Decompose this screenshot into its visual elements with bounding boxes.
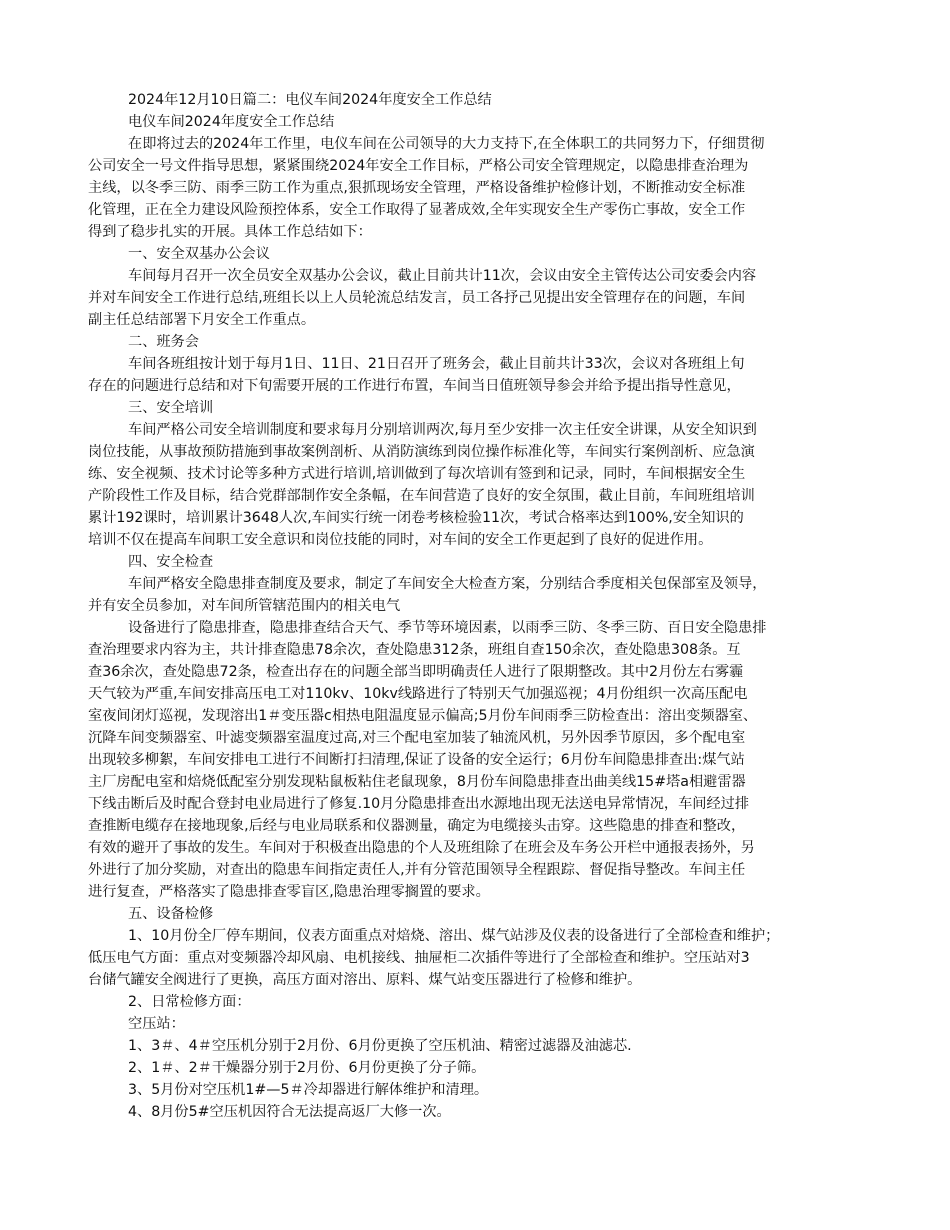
paragraph-line: 外进行了加分奖励，对查出的隐患车间指定责任人,并有分管范围领导全程跟踪、督促指导整改。车间主任: [88, 862, 746, 878]
paragraph-line: 空压站：: [128, 1016, 185, 1032]
paragraph-line: 副主任总结部署下月安全工作重点。: [88, 312, 316, 328]
paragraph-line: 沉降车间变频器室、叶滤变频器室温度过高,对三个配电室加装了轴流风机，另外因季节原因，多个配电室: [88, 730, 746, 746]
paragraph-line: 存在的问题进行总结和对下旬需要开展的工作进行布置，车间当日值班领导参会并给予提出指导性意见，: [88, 378, 741, 394]
section-heading: 二、班务会: [128, 334, 199, 350]
paragraph-line: 得到了稳步扎实的开展。具体工作总结如下：: [88, 224, 372, 240]
paragraph-line: 进行复查，严格落实了隐患排查零盲区,隐患治理零搁置的要求。: [88, 884, 490, 900]
paragraph-line: 在即将过去的2024年工作里，电仪车间在公司领导的大力支持下,在全体职工的共同努力下，仔细贯彻: [128, 136, 765, 152]
paragraph-line: 车间严格安全隐患排查制度及要求，制定了车间安全大检查方案，分别结合季度相关包保部室及领导，: [128, 576, 767, 592]
paragraph-line: 岗位技能，从事故预防措施到事故案例剖析、从消防演练到岗位操作标准化等，车间实行案例剖析、应急演: [88, 444, 755, 460]
paragraph-line: 产阶段性工作及目标，结合党群部制作安全条幅，在车间营造了良好的安全氛围，截止目前，车间班组培训: [88, 488, 755, 504]
section-heading: 五、设备检修: [128, 906, 214, 922]
paragraph-line: 下线击断后及时配合登封电业局进行了修复.10月分隐患排查出水源地出现无法送电异常情况，车间经过排: [88, 796, 750, 812]
paragraph-line: 设备进行了隐患排查，隐患排查结合天气、季节等环境因素，以雨季三防、冬季三防、百日安全隐患排: [128, 620, 767, 636]
paragraph-line: 台储气罐安全阀进行了更换，高压方面对溶出、原料、煤气站变压器进行了检修和维护。: [88, 972, 642, 988]
list-item: 3、5月份对空压机1#—5＃冷却器进行解体维护和清理。: [128, 1082, 489, 1098]
paragraph-line: 车间各班组按计划于每月1日、11日、21日召开了班务会，截止目前共计33次，会议对各班组上旬: [128, 356, 745, 372]
paragraph-line: 室夜间闭灯巡视，发现溶出1＃变压器c相热电阻温度显示偏高;5月份车间雨季三防检查出：溶出变频器室、: [88, 708, 758, 724]
list-item: 4、8月份5#空压机因符合无法提高返厂大修一次。: [128, 1104, 451, 1120]
paragraph-line: 查36余次，查处隐患72条，检查出存在的问题全部当即明确责任人进行了限期整改。其中2月份左右雾霾: [88, 664, 744, 680]
section-heading: 四、安全检查: [128, 554, 214, 570]
paragraph-line: 1、10月份全厂停车期间，仪表方面重点对焙烧、溶出、煤气站涉及仪表的设备进行了全部检查和维护；: [128, 928, 780, 944]
paragraph-line: 车间每月召开一次全员安全双基办公会议，截止目前共计11次，会议由安全主管传达公司安委会内容: [128, 268, 757, 284]
paragraph-line: 并有安全员参加，对车间所管辖范围内的相关电气: [88, 598, 401, 614]
doc-title: 电仪车间2024年度安全工作总结: [128, 114, 335, 130]
paragraph-line: 并对车间安全工作进行总结,班组长以上人员轮流总结发言，员工各抒己见提出安全管理存在的问题，车间: [88, 290, 746, 306]
doc-heading: 2024年12月10日篇二：电仪车间2024年度安全工作总结: [128, 92, 492, 108]
paragraph-line: 主线，以冬季三防、雨季三防工作为重点,狠抓现场安全管理，严格设备维护检修计划，不断推动安全标准: [88, 180, 746, 196]
paragraph-line: 查治理要求内容为主，共计排查隐患78余次，查处隐患312条，班组自查150余次，查处隐患308条。互: [88, 642, 741, 658]
paragraph-line: 主厂房配电室和焙烧低配室分别发现粘鼠板粘住老鼠现象，8月份车间隐患排查出曲美线15#塔a相避雷器: [88, 774, 746, 790]
paragraph-line: 低压电气方面：重点对变频器冷却风扇、电机接线、抽屉柜二次插件等进行了全部检查和维护。空压站对3: [88, 950, 750, 966]
paragraph-line: 有效的避开了事故的发生。车间对于积极查出隐患的个人及班组除了在班会及车务公开栏中通报表扬外，另: [88, 840, 755, 856]
paragraph-line: 查推断电缆存在接地现象,后经与电业局联系和仪器测量，确定为电缆接头击穿。这些隐患的排查和整改，: [88, 818, 746, 834]
paragraph-line: 出现较多柳絮，车间安排电工进行不间断打扫清理,保证了设备的安全运行；6月份车间隐患排查出:煤气站: [88, 752, 745, 768]
paragraph-line: 化管理，正在全力建设风险预控体系，安全工作取得了显著成效,全年实现安全生产零伤亡事故，安全工作: [88, 202, 746, 218]
list-item: 2、1＃、2＃干燥器分别于2月份、6月份更换了分子筛。: [128, 1060, 486, 1076]
section-heading: 一、安全双基办公会议: [128, 246, 270, 262]
paragraph-line: 练、安全视频、技术讨论等多种方式进行培训,培训做到了每次培训有签到和记录，同时，车间根据安全生: [88, 466, 746, 482]
paragraph-line: 公司安全一号文件指导思想，紧紧围绕2024年安全工作目标，严格公司安全管理规定，以隐患排查治理为: [88, 158, 749, 174]
section-heading: 三、安全培训: [128, 400, 214, 416]
paragraph-line: 车间严格公司安全培训制度和要求每月分别培训两次,每月至少安排一次主任安全讲课，从安全知识到: [128, 422, 757, 438]
paragraph-line: 天气较为严重,车间安排高压电工对110kv、10kv线路进行了特别天气加强巡视；4月份组织一次高压配电: [88, 686, 748, 702]
paragraph-line: 2、日常检修方面：: [128, 994, 251, 1010]
paragraph-line: 累计192课时，培训累计3648人次,车间实行统一闭卷考核检验11次，考试合格率达到100%,安全知识的: [88, 510, 744, 526]
paragraph-line: 培训不仅在提高车间职工安全意识和岗位技能的同时，对车间的安全工作更起到了良好的促进作用。: [88, 532, 713, 548]
list-item: 1、3＃、4＃空压机分别于2月份、6月份更换了空压机油、精密过滤器及油滤芯.: [128, 1038, 632, 1054]
